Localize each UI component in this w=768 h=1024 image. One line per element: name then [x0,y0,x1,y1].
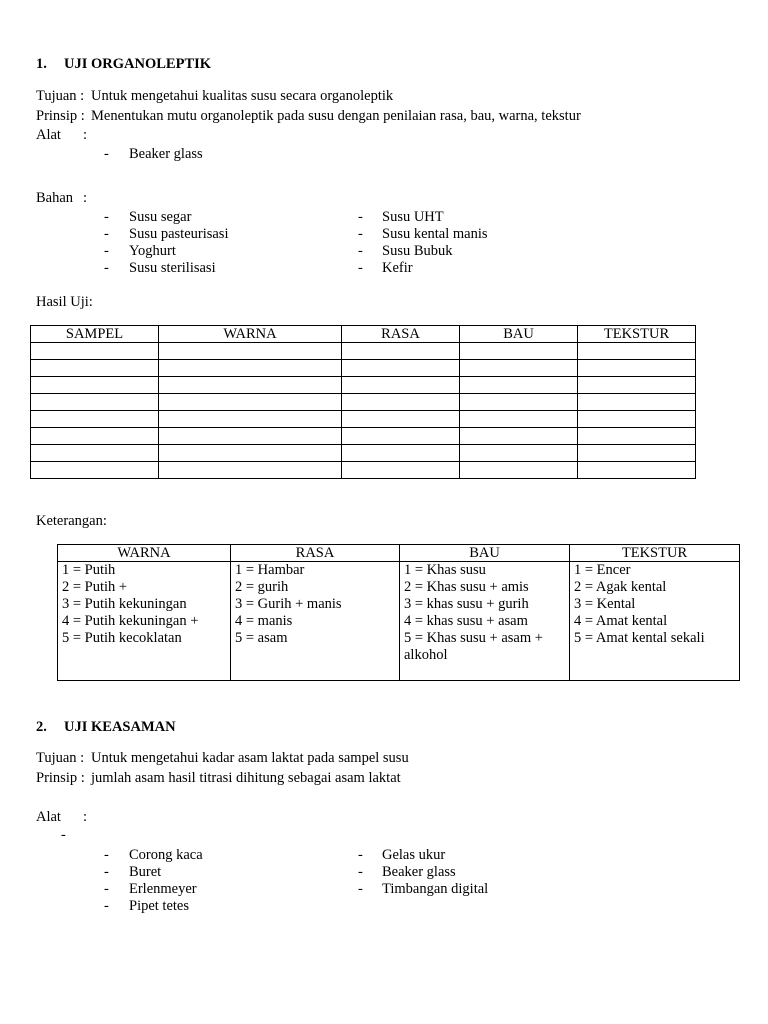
table-header-row [58,545,740,562]
rasa-legend-cell [231,562,400,681]
table-row [31,411,696,428]
table-cell [578,445,696,462]
alat-item: Timbangan digital [382,881,489,897]
list-dash: - [104,226,109,242]
column-header: BAU [460,326,578,343]
table-cell [31,377,159,394]
alat-label: Alat [36,127,61,143]
table-cell [342,394,460,411]
table-cell [342,343,460,360]
table-cell [31,462,159,479]
table-cell [342,360,460,377]
bahan-item: Kefir [382,260,413,276]
legend-entry: 1 = Encer [574,562,631,578]
list-dash: - [358,226,363,242]
legend-entry: 5 = Khas susu + asam + alkohol [404,630,543,663]
legend-entry: 4 = Putih kekuningan + [62,613,199,629]
table-cell [578,360,696,377]
list-dash: - [104,864,109,880]
table-cell [578,394,696,411]
bahan-item: Yoghurt [129,243,176,259]
table-header-row [31,326,696,343]
column-header: RASA [342,326,460,343]
list-dash: - [104,898,109,914]
legend-entry: 3 = Gurih + manis [235,596,342,612]
alat-item: Beaker glass [382,864,456,880]
table-cell [460,428,578,445]
list-dash: - [104,243,109,259]
tujuan-text: Untuk mengetahui kadar asam laktat pada sampel susu [91,750,409,766]
table-cell [31,445,159,462]
table-cell [159,428,342,445]
bahan-item: Susu kental manis [382,226,488,242]
legend-entry: 4 = manis [235,613,293,629]
legend-entry: 5 = asam [235,630,288,646]
alat-item: Gelas ukur [382,847,446,863]
hasil-uji-label: Hasil Uji: [36,294,93,310]
table-row [31,445,696,462]
list-dash: - [358,209,363,225]
table-cell [578,411,696,428]
column-header: TEKSTUR [578,326,696,343]
table-cell [578,428,696,445]
alat-item: Erlenmeyer [129,881,197,897]
bahan-item: Susu pasteurisasi [129,226,229,242]
column-header: RASA [231,545,400,562]
list-dash: - [104,847,109,863]
table-row [31,343,696,360]
legend-entry: 4 = khas susu + asam [404,613,528,629]
prinsip-text: Menentukan mutu organoleptik pada susu dengan penilaian rasa, bau, warna, tekstur [91,108,581,124]
list-dash: - [104,146,109,162]
table-cell [342,445,460,462]
bau-legend-cell [400,562,570,681]
alat-colon: : [83,127,88,143]
alat-item: Buret [129,864,162,880]
column-header: TEKSTUR [570,545,740,562]
table-row [31,428,696,445]
table-row [31,462,696,479]
bahan-item: Susu segar [129,209,192,225]
table-cell [460,394,578,411]
table-row [31,377,696,394]
hasil-uji-table [30,325,696,479]
table-cell [342,428,460,445]
table-cell [460,343,578,360]
list-dash: - [358,243,363,259]
tujuan-label: Tujuan : [36,750,85,766]
section1-number: 1. [36,56,47,72]
column-header: WARNA [159,326,342,343]
prinsip-text: jumlah asam hasil titrasi dihitung sebagai asam laktat [91,770,401,786]
column-header: BAU [400,545,570,562]
alat-label: Alat [36,809,61,825]
list-dash: - [104,209,109,225]
list-dash: - [358,881,363,897]
list-dash: - [358,260,363,276]
legend-entry: 3 = khas susu + gurih [404,596,529,612]
warna-legend-cell [58,562,231,681]
table-row [31,360,696,377]
column-header: SAMPEL [31,326,159,343]
legend-entry: 1 = Hambar [235,562,305,578]
alat-item: Corong kaca [129,847,203,863]
list-dash: - [358,864,363,880]
prinsip-label: Prinsip : [36,108,85,124]
bahan-item: Susu Bubuk [382,243,453,259]
list-dash: - [358,847,363,863]
legend-entry: 1 = Khas susu [404,562,486,578]
keterangan-label: Keterangan: [36,513,107,529]
legend-entry: 4 = Amat kental [574,613,668,629]
section1-heading: UJI ORGANOLEPTIK [64,56,212,72]
tujuan-text: Untuk mengetahui kualitas susu secara organoleptik [91,88,394,104]
table-cell [31,428,159,445]
legend-entry: 5 = Amat kental sekali [574,630,705,646]
table-cell [460,377,578,394]
table-cell [578,377,696,394]
legend-entry: 5 = Putih kecoklatan [62,630,182,646]
alat-item: Beaker glass [129,146,203,162]
list-dash: - [104,260,109,276]
table-cell [159,343,342,360]
table-row [31,394,696,411]
bahan-colon: : [83,190,88,206]
table-cell [460,445,578,462]
bahan-item: Susu sterilisasi [129,260,216,276]
legend-entry: 2 = gurih [235,579,289,595]
table-cell [460,462,578,479]
table-cell [159,377,342,394]
legend-entry: 2 = Khas susu + amis [404,579,529,595]
table-cell [31,394,159,411]
legend-entry: 3 = Kental [574,596,636,612]
legend-entry: 2 = Agak kental [574,579,667,595]
prinsip-label: Prinsip : [36,770,85,786]
table-cell [460,411,578,428]
column-header: WARNA [58,545,231,562]
legend-entry: 3 = Putih kekuningan [62,596,187,612]
table-cell [578,343,696,360]
table-cell [342,411,460,428]
table-cell [31,411,159,428]
table-cell [159,394,342,411]
legend-entry: 1 = Putih [62,562,116,578]
section2-number: 2. [36,719,47,735]
bahan-item: Susu UHT [382,209,444,225]
table-cell [159,411,342,428]
table-row [58,562,740,681]
table-cell [159,445,342,462]
alat-colon: : [83,809,88,825]
bahan-label: Bahan [36,190,74,206]
table-cell [159,360,342,377]
keterangan-table [57,544,740,681]
table-cell [460,360,578,377]
table-cell [31,360,159,377]
legend-entry: 2 = Putih + [62,579,128,595]
tujuan-label: Tujuan : [36,88,85,104]
table-cell [578,462,696,479]
section2-heading: UJI KEASAMAN [64,719,176,735]
list-dash: - [61,827,66,843]
table-cell [342,462,460,479]
table-cell [31,343,159,360]
table-cell [342,377,460,394]
tekstur-legend-cell [570,562,740,681]
list-dash: - [104,881,109,897]
table-cell [159,462,342,479]
alat-item: Pipet tetes [129,898,190,914]
